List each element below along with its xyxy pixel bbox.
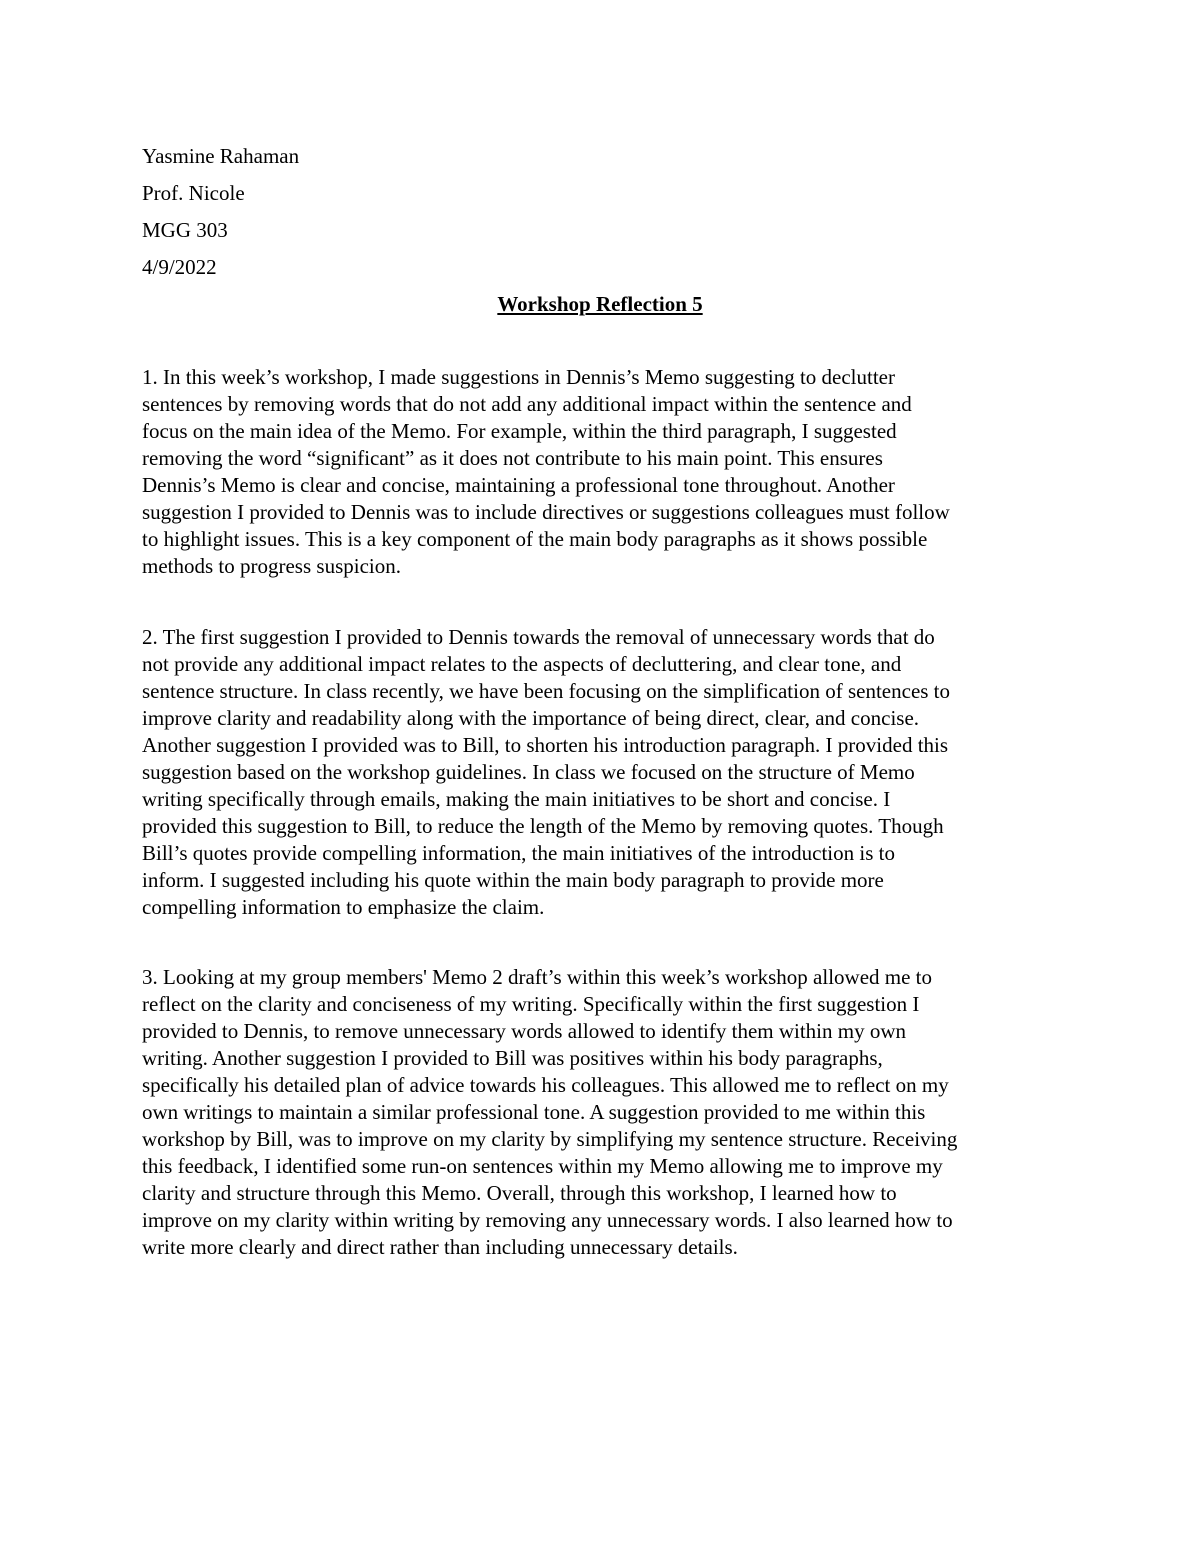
author-name: Yasmine Rahaman	[142, 144, 300, 168]
paragraph-1: 1. In this week’s workshop, I made suggestions in Dennis’s Memo suggesting to declutter sentences by removing words that do not add any additional impact within the sentence and focus on the main idea of the Memo. For example, within the third paragraph, I suggested removing the word “significant” as it does not contribute to his main point. This ensures Dennis’s Memo is clear and concise, maintaining a professional tone throughout. Another suggestion I provided to Dennis was to include directives or suggestions colleagues must follow to highlight issues. This is a key component of the main body paragraphs as it shows possible methods to progress suspicion.	[142, 365, 950, 578]
professor-name: Prof. Nicole	[142, 181, 245, 205]
paragraph-3: 3. Looking at my group members' Memo 2 draft’s within this week’s workshop allowed me to reflect on the clarity and conciseness of my writing. Specifically within the first suggestion I provided to Dennis, to remove unnecessary words allowed to identify them within my own writing. Another suggestion I provided to Bill was positives within his body paragraphs, specifically his detailed plan of advice towards his colleagues. This allowed me to reflect on my own writings to maintain a similar professional tone. A suggestion provided to me within this workshop by Bill, was to improve on my clarity by simplifying my sentence structure. Receiving this feedback, I identified some run-on sentences within my Memo allowing me to improve my clarity and structure through this Memo. Overall, through this workshop, I learned how to improve on my clarity within writing by removing any unnecessary words. I also learned how to write more clearly and direct rather than including unnecessary details.	[142, 965, 958, 1259]
document-header	[142, 143, 1082, 291]
course-code: MGG 303	[142, 218, 228, 242]
paragraph-2: 2. The first suggestion I provided to Dennis towards the removal of unnecessary words that do not provide any additional impact relates to the aspects of decluttering, and clear tone, and sentence structure. In class recently, we have been focusing on the simplification of sentences to improve clarity and readability along with the importance of being direct, clear, and concise. Another suggestion I provided was to Bill, to shorten his introduction paragraph. I provided this suggestion based on the workshop guidelines. In class we focused on the structure of Memo writing specifically through emails, making the main initiatives to be short and concise. I provided this suggestion to Bill, to reduce the length of the Memo by removing quotes. Though Bill’s quotes provide compelling information, the main initiatives of the introduction is to inform. I suggested including his quote within the main body paragraph to provide more compelling information to emphasize the claim.	[142, 625, 951, 919]
document-title: Workshop Reflection 5	[497, 292, 703, 316]
document-date: 4/9/2022	[142, 255, 217, 279]
